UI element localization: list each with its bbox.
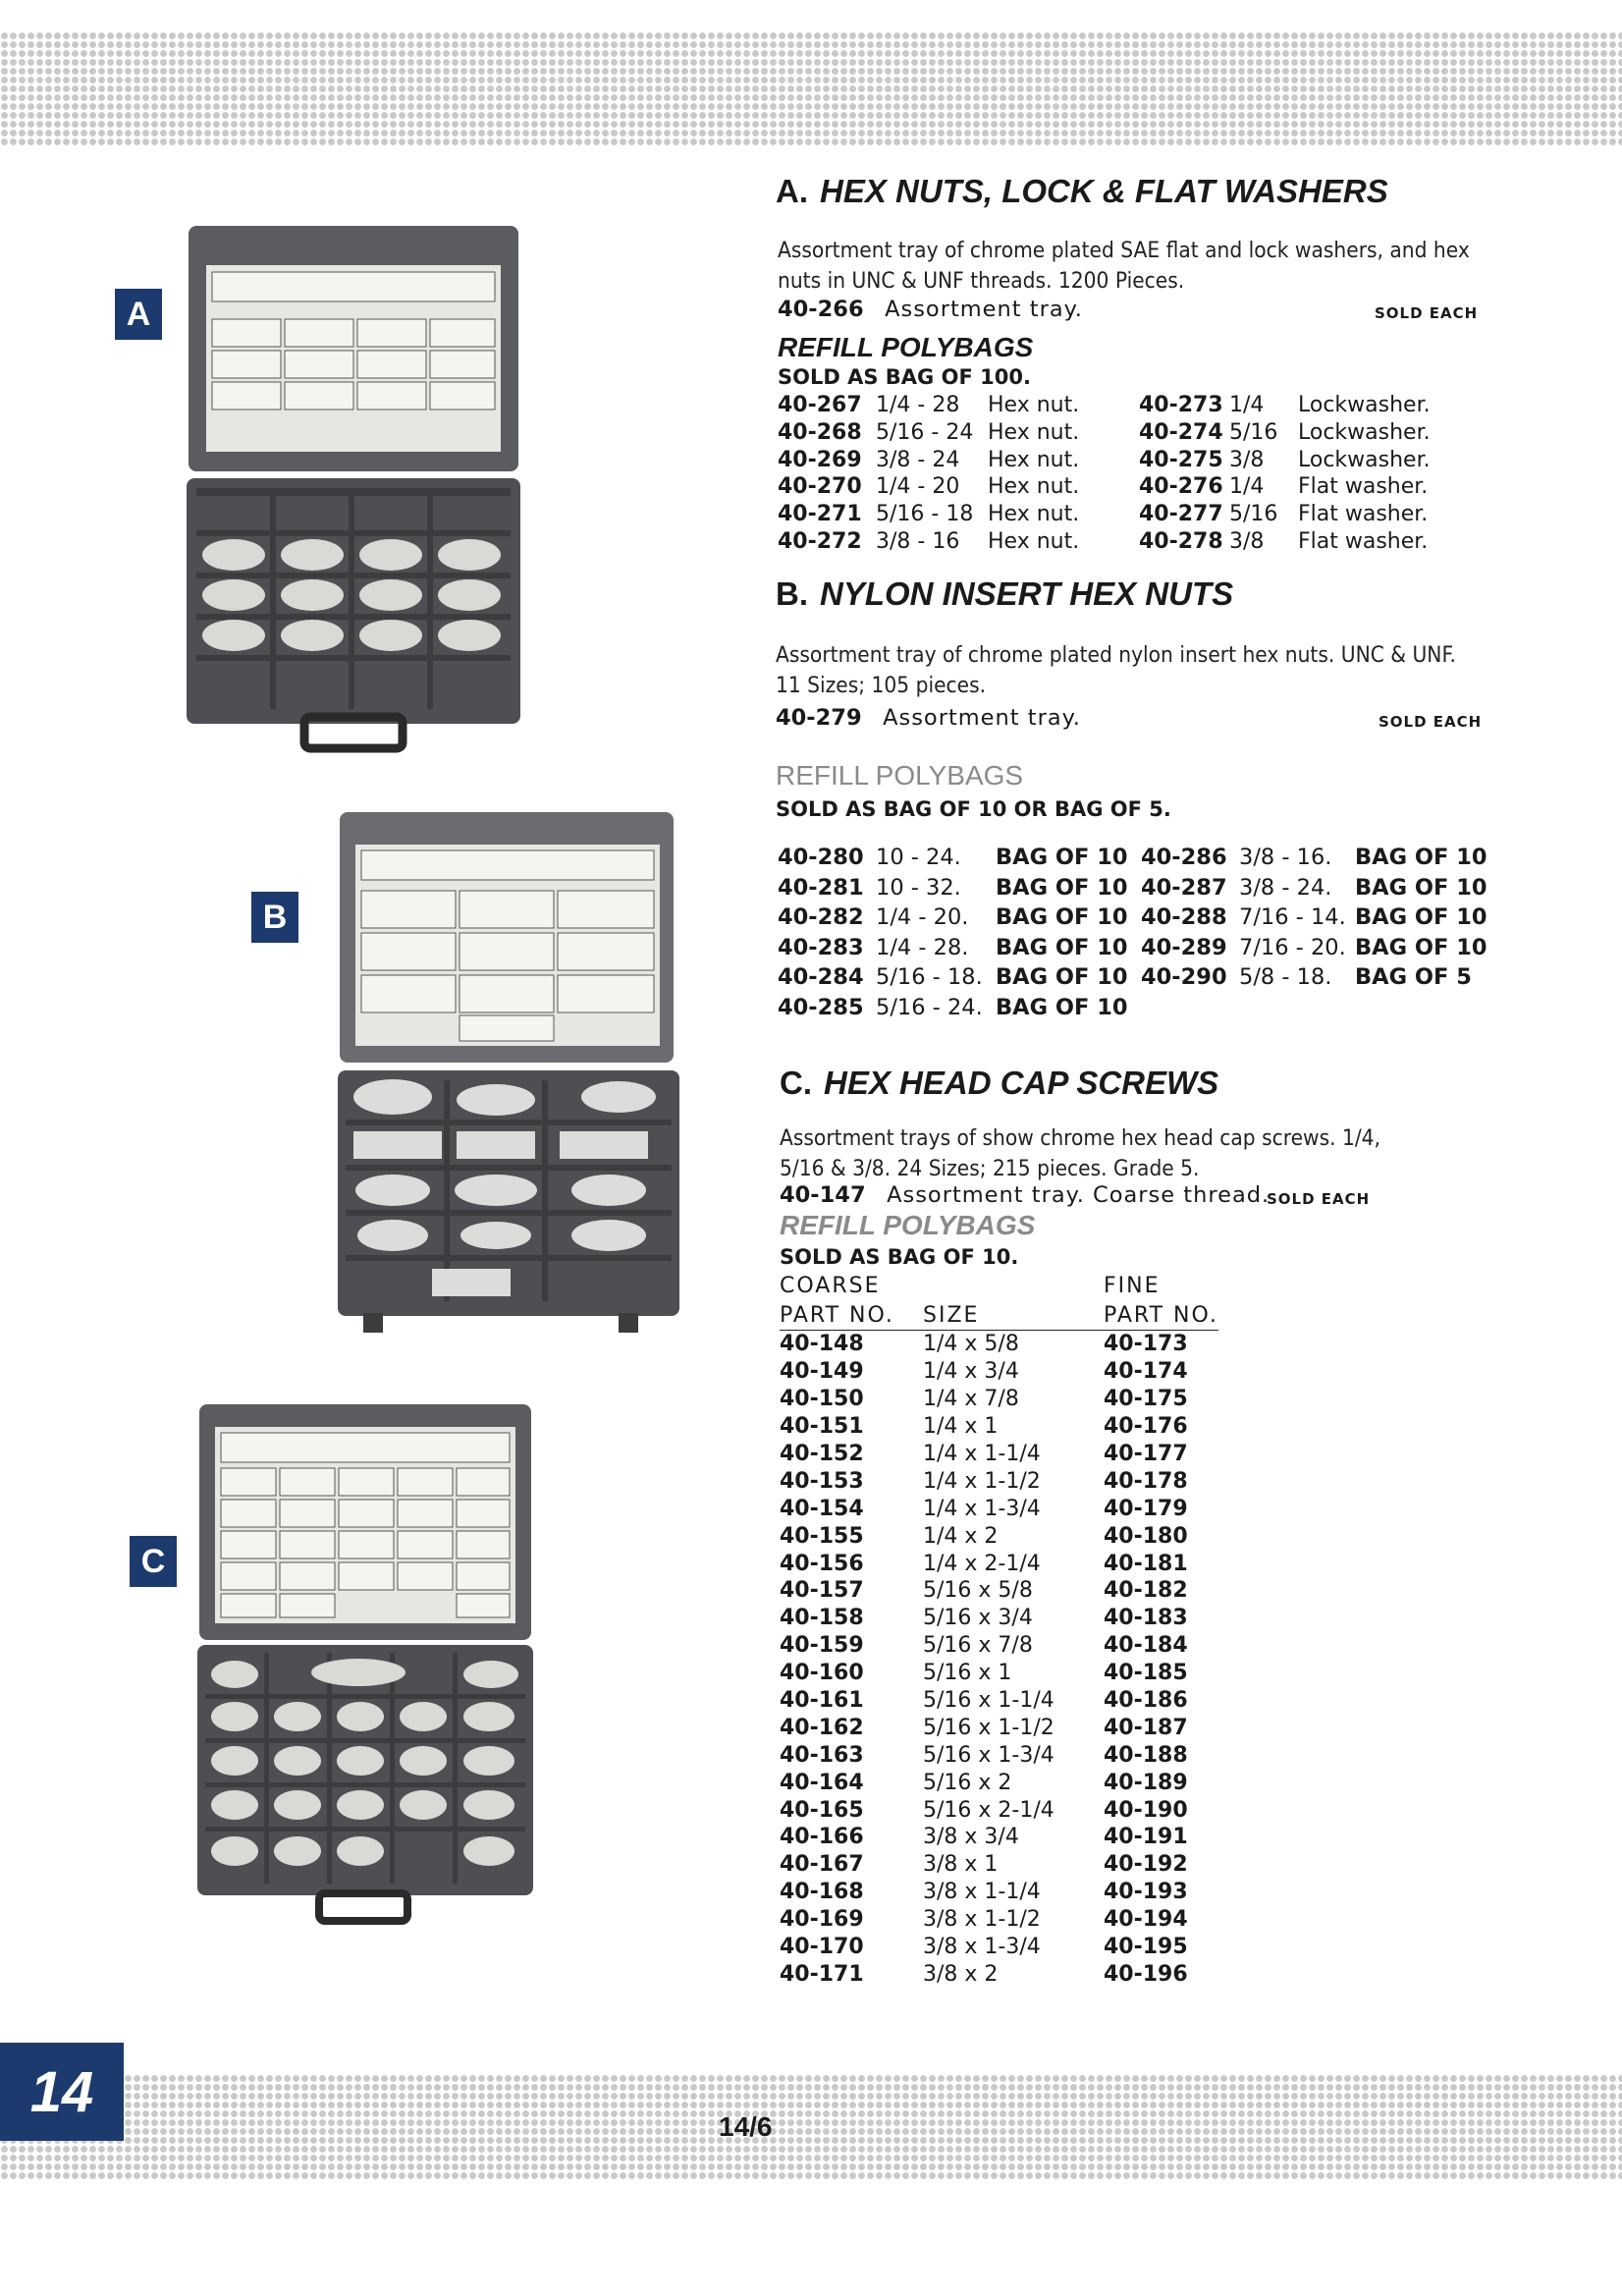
table-row: [1139, 392, 1431, 419]
fine-part-number: 40-192: [1104, 1852, 1188, 1878]
section-c-tray-line: [780, 1182, 1270, 1208]
part-number: 40-267: [778, 393, 862, 418]
header-fine: FINE: [1104, 1273, 1161, 1298]
table-row: [778, 419, 1079, 447]
description: Flat washer.: [1298, 474, 1429, 500]
size: 1/4 x 3/4: [923, 1359, 1019, 1385]
size: 3/8 - 24.: [1239, 874, 1332, 901]
coarse-part-number: 40-151: [780, 1414, 864, 1440]
table-row: [780, 1714, 1218, 1741]
size: 5/16 x 2-1/4: [923, 1797, 1054, 1823]
section-c-sold-as: SOLD AS BAG OF 10.: [780, 1245, 1019, 1269]
table-row: [778, 933, 1128, 963]
part-number: 40-275: [1139, 447, 1223, 472]
part-number: 40-281: [778, 874, 864, 901]
header-size: SIZE: [923, 1302, 980, 1328]
size: 5/16 - 24.: [876, 994, 983, 1020]
table-row: [778, 501, 1079, 528]
part-number: 40-269: [778, 447, 862, 472]
size: 3/8 x 2: [923, 1961, 999, 1987]
size: 5/16 x 1: [923, 1661, 1012, 1686]
fine-part-number: 40-188: [1104, 1742, 1188, 1768]
table-row: [780, 1851, 1218, 1879]
table-row: [778, 473, 1079, 501]
size: 5/16 - 24: [876, 420, 974, 446]
section-b-description: Assortment tray of chrome plated nylon insert hex nuts. UNC & UNF. 11 Sizes; 105 pieces.: [776, 642, 1456, 698]
size: 3/8 x 1-3/4: [923, 1935, 1041, 1960]
part-number: 40-268: [778, 420, 862, 446]
size: 5/16 - 18: [876, 502, 974, 527]
section-c-description: Assortment trays of show chrome hex head cap screws. 1/4, 5/16 & 3/8. 24 Sizes; 215 pieces. Grade 5.: [780, 1125, 1380, 1181]
table-row: [780, 1741, 1218, 1769]
description: Lockwasher.: [1298, 420, 1431, 446]
table-row: [780, 1331, 1218, 1358]
table-row: [1139, 473, 1431, 501]
table-row: [1141, 962, 1487, 993]
coarse-part-number: 40-149: [780, 1359, 864, 1385]
fine-part-number: 40-178: [1104, 1468, 1188, 1494]
bag-size: BAG OF 10: [996, 994, 1128, 1020]
fine-part-number: 40-182: [1104, 1578, 1188, 1604]
fine-part-number: 40-196: [1104, 1961, 1188, 1987]
size: 1/4 x 1-1/4: [923, 1442, 1041, 1466]
table-row: [780, 1796, 1218, 1824]
bag-size: BAG OF 10: [1355, 845, 1487, 871]
size: 1/4 x 2: [923, 1523, 999, 1549]
section-a-sold-each: SOLD EACH: [1375, 304, 1479, 322]
coarse-part-number: 40-159: [780, 1633, 864, 1659]
fine-part-number: 40-186: [1104, 1688, 1188, 1714]
bag-size: BAG OF 10: [1355, 934, 1487, 960]
section-b-letter: B.: [776, 575, 808, 612]
coarse-part-number: 40-167: [780, 1852, 864, 1878]
part-number: 40-274: [1139, 420, 1223, 446]
size: 1/4 x 5/8: [923, 1332, 1019, 1357]
part-number: 40-278: [1139, 528, 1223, 554]
bag-size: BAG OF 10: [996, 845, 1128, 871]
section-b-sold-each: SOLD EACH: [1379, 713, 1483, 731]
fine-part-number: 40-187: [1104, 1715, 1188, 1740]
fine-part-number: 40-195: [1104, 1935, 1188, 1960]
table-row: [778, 392, 1079, 419]
size: 10 - 32.: [876, 874, 961, 901]
description: Hex nut.: [988, 474, 1080, 500]
table-row: [780, 1632, 1218, 1660]
section-a-tray-part: 40-266: [778, 297, 864, 322]
coarse-part-number: 40-160: [780, 1661, 864, 1686]
coarse-part-number: 40-155: [780, 1523, 864, 1549]
coarse-part-number: 40-163: [780, 1742, 864, 1768]
size: 1/4 - 20: [876, 474, 960, 500]
size: 1/4: [1229, 393, 1265, 418]
part-number: 40-271: [778, 502, 862, 527]
section-c-refill-title: REFILL POLYBAGS: [780, 1210, 1036, 1240]
bag-size: BAG OF 10: [996, 964, 1128, 991]
size: 7/16 - 20.: [1239, 934, 1346, 960]
image-label-a: A: [115, 289, 162, 340]
section-b-tray-desc: Assortment tray.: [883, 705, 1081, 731]
bag-size: BAG OF 10: [1355, 904, 1487, 931]
section-a-tray-desc: Assortment tray.: [885, 297, 1083, 322]
size: 1/4 - 28.: [876, 934, 969, 960]
part-number: 40-282: [778, 904, 864, 931]
coarse-part-number: 40-164: [780, 1770, 864, 1795]
section-b-refill-title: REFILL POLYBAGS: [776, 760, 1024, 791]
bottom-dot-band: [0, 2074, 1622, 2180]
table-row: [778, 527, 1079, 555]
table-row: [780, 1441, 1218, 1468]
table-row: [780, 1824, 1218, 1851]
bag-size: BAG OF 5: [1355, 964, 1472, 991]
part-number: 40-283: [778, 934, 864, 960]
table-row: [780, 1467, 1218, 1495]
section-a-tray-line: [778, 297, 1083, 322]
size: 1/4 - 20.: [876, 904, 969, 931]
table-row: [1141, 843, 1487, 873]
size: 1/4 x 1-3/4: [923, 1496, 1041, 1521]
section-c-table: [780, 1271, 1218, 1988]
description: Flat washer.: [1298, 502, 1429, 527]
size: 3/8: [1229, 447, 1265, 472]
bag-size: BAG OF 10: [996, 904, 1128, 931]
coarse-part-number: 40-153: [780, 1468, 864, 1494]
size: 3/8 - 16.: [1239, 845, 1332, 871]
fine-part-number: 40-189: [1104, 1770, 1188, 1795]
table-row: [780, 1934, 1218, 1961]
fine-part-number: 40-184: [1104, 1633, 1188, 1659]
section-b-left-table: [778, 843, 1128, 1022]
part-number: 40-284: [778, 964, 864, 991]
table-row: [780, 1687, 1218, 1715]
section-a-letter: A.: [776, 173, 808, 209]
header-part-no: PART NO.: [780, 1302, 894, 1328]
coarse-part-number: 40-171: [780, 1961, 864, 1987]
size: 1/4 x 1-1/2: [923, 1468, 1041, 1494]
part-number: 40-290: [1141, 964, 1227, 991]
table-row: [780, 1879, 1218, 1906]
size: 3/8 - 16: [876, 528, 960, 554]
size: 5/16 x 1-1/4: [923, 1688, 1054, 1714]
tray-a-image: [177, 221, 530, 756]
section-a-left-table: [778, 392, 1079, 555]
coarse-part-number: 40-165: [780, 1797, 864, 1823]
section-a-right-table: [1139, 392, 1431, 555]
size: 3/8 x 1-1/2: [923, 1907, 1041, 1933]
size: 1/4 x 7/8: [923, 1387, 1019, 1412]
size: 3/8 x 1: [923, 1852, 999, 1878]
fine-part-number: 40-185: [1104, 1661, 1188, 1686]
image-label-b: B: [251, 892, 298, 943]
table-row: [780, 1605, 1218, 1632]
table-row: [1139, 419, 1431, 447]
section-c-letter: C.: [780, 1065, 812, 1101]
bag-size: BAG OF 10: [996, 934, 1128, 960]
coarse-part-number: 40-148: [780, 1332, 864, 1357]
fine-part-number: 40-191: [1104, 1825, 1188, 1850]
size: 1/4 - 28: [876, 393, 960, 418]
size: 1/4 x 2-1/4: [923, 1551, 1041, 1576]
table-row: [778, 446, 1079, 473]
table-row: [1139, 527, 1431, 555]
section-c-title-text: HEX HEAD CAP SCREWS: [824, 1065, 1219, 1101]
header-blank: [923, 1271, 1104, 1300]
size: 5/8 - 18.: [1239, 964, 1332, 991]
part-number: 40-285: [778, 994, 864, 1020]
section-a-title-text: HEX NUTS, LOCK & FLAT WASHERS: [820, 173, 1388, 209]
size: 10 - 24.: [876, 845, 961, 871]
coarse-part-number: 40-157: [780, 1578, 864, 1604]
description: Lockwasher.: [1298, 447, 1431, 472]
table-row: [780, 1495, 1218, 1522]
size: 5/16 x 5/8: [923, 1578, 1033, 1604]
coarse-part-number: 40-152: [780, 1442, 864, 1466]
section-b-sold-as: SOLD AS BAG OF 10 OR BAG OF 5.: [776, 797, 1171, 821]
coarse-part-number: 40-169: [780, 1907, 864, 1933]
size: 5/16 x 1-1/2: [923, 1715, 1054, 1740]
coarse-part-number: 40-150: [780, 1387, 864, 1412]
description: Lockwasher.: [1298, 393, 1431, 418]
section-c-tray-desc: Assortment tray. Coarse thread.: [887, 1182, 1271, 1208]
size: 5/16 x 3/4: [923, 1606, 1033, 1631]
part-number: 40-286: [1141, 845, 1227, 871]
section-b-title: [776, 575, 1233, 613]
size: 3/8 - 24: [876, 447, 960, 472]
table-row: [780, 1522, 1218, 1550]
section-b-title-text: NYLON INSERT HEX NUTS: [820, 575, 1234, 612]
fine-part-number: 40-179: [1104, 1496, 1188, 1521]
table-row: [778, 993, 1128, 1023]
table-row: [780, 1413, 1218, 1441]
fine-part-number: 40-176: [1104, 1414, 1188, 1440]
coarse-part-number: 40-154: [780, 1496, 864, 1521]
table-row: [780, 1660, 1218, 1687]
table-row: [780, 1769, 1218, 1796]
table-row: [1141, 902, 1487, 933]
size: 7/16 - 14.: [1239, 904, 1346, 931]
header-part-no-fine: PART NO.: [1104, 1302, 1218, 1328]
top-dot-band: [0, 31, 1622, 147]
table-row: [1139, 446, 1431, 473]
part-number: 40-277: [1139, 502, 1223, 527]
size: 5/16 x 2: [923, 1770, 1012, 1795]
tray-b-image: [334, 807, 687, 1342]
coarse-part-number: 40-158: [780, 1606, 864, 1631]
table-row: [778, 962, 1128, 993]
fine-part-number: 40-181: [1104, 1551, 1188, 1576]
coarse-part-number: 40-170: [780, 1935, 864, 1960]
description: Flat washer.: [1298, 528, 1429, 554]
table-row: [1141, 933, 1487, 963]
table-row: [780, 1550, 1218, 1577]
section-b-tray-part: 40-279: [776, 705, 862, 731]
coarse-part-number: 40-166: [780, 1825, 864, 1850]
fine-part-number: 40-183: [1104, 1606, 1188, 1631]
section-a-description: Assortment tray of chrome plated SAE flat and lock washers, and hex nuts in UNC & UNF threads. 1200 Pieces.: [778, 238, 1470, 294]
description: Hex nut.: [988, 420, 1080, 446]
part-number: 40-288: [1141, 904, 1227, 931]
size: 5/16 x 1-3/4: [923, 1742, 1054, 1768]
size: 5/16: [1229, 502, 1278, 527]
part-number: 40-273: [1139, 393, 1223, 418]
part-number: 40-270: [778, 474, 862, 500]
section-a-title: [776, 173, 1388, 210]
description: Hex nut.: [988, 528, 1080, 554]
section-c-title: [780, 1065, 1218, 1102]
table-row: [778, 902, 1128, 933]
table-header-row: [780, 1300, 1218, 1331]
fine-part-number: 40-190: [1104, 1797, 1188, 1823]
fine-part-number: 40-180: [1104, 1523, 1188, 1549]
table-row: [780, 1358, 1218, 1386]
size: 1/4 x 1: [923, 1414, 999, 1440]
table-row: [778, 873, 1128, 903]
table-row: [780, 1386, 1218, 1413]
fine-part-number: 40-173: [1104, 1332, 1188, 1357]
fine-part-number: 40-193: [1104, 1880, 1188, 1905]
section-b-tray-line: [776, 705, 1081, 731]
table-row: [778, 843, 1128, 873]
table-row: [780, 1906, 1218, 1934]
bag-size: BAG OF 10: [1355, 874, 1487, 901]
size: 5/16 x 7/8: [923, 1633, 1033, 1659]
coarse-part-number: 40-162: [780, 1715, 864, 1740]
bag-size: BAG OF 10: [996, 874, 1128, 901]
part-number: 40-280: [778, 845, 864, 871]
size: 3/8 x 1-1/4: [923, 1880, 1041, 1905]
coarse-part-number: 40-168: [780, 1880, 864, 1905]
section-c-tray-part: 40-147: [780, 1182, 866, 1208]
description: Hex nut.: [988, 393, 1080, 418]
section-a-sold-as: SOLD AS BAG OF 100.: [778, 365, 1031, 389]
header-coarse: COARSE: [780, 1273, 881, 1298]
page-number: 14/6: [719, 2111, 773, 2142]
table-row: [780, 1577, 1218, 1605]
tray-c-image: [191, 1399, 545, 1935]
coarse-part-number: 40-161: [780, 1688, 864, 1714]
size: 1/4: [1229, 474, 1265, 500]
table-row: [780, 1960, 1218, 1988]
section-a-refill-title: REFILL POLYBAGS: [778, 332, 1034, 362]
section-b-right-table: [1141, 843, 1487, 993]
part-number: 40-289: [1141, 934, 1227, 960]
fine-part-number: 40-177: [1104, 1442, 1188, 1466]
table-row: [1141, 873, 1487, 903]
part-number: 40-287: [1141, 874, 1227, 901]
fine-part-number: 40-175: [1104, 1387, 1188, 1412]
fine-part-number: 40-194: [1104, 1907, 1188, 1933]
size: 5/16: [1229, 420, 1278, 446]
description: Hex nut.: [988, 447, 1080, 472]
table-row: [1139, 501, 1431, 528]
size: 5/16 - 18.: [876, 964, 983, 991]
table-header-row: [780, 1271, 1218, 1300]
description: Hex nut.: [988, 502, 1080, 527]
part-number: 40-272: [778, 528, 862, 554]
section-c-sold-each: SOLD EACH: [1267, 1190, 1371, 1208]
image-label-c: C: [130, 1536, 177, 1587]
part-number: 40-276: [1139, 474, 1223, 500]
page-tab: 14: [0, 2043, 124, 2141]
size: 3/8: [1229, 528, 1265, 554]
fine-part-number: 40-174: [1104, 1359, 1188, 1385]
coarse-part-number: 40-156: [780, 1551, 864, 1576]
size: 3/8 x 3/4: [923, 1825, 1019, 1850]
